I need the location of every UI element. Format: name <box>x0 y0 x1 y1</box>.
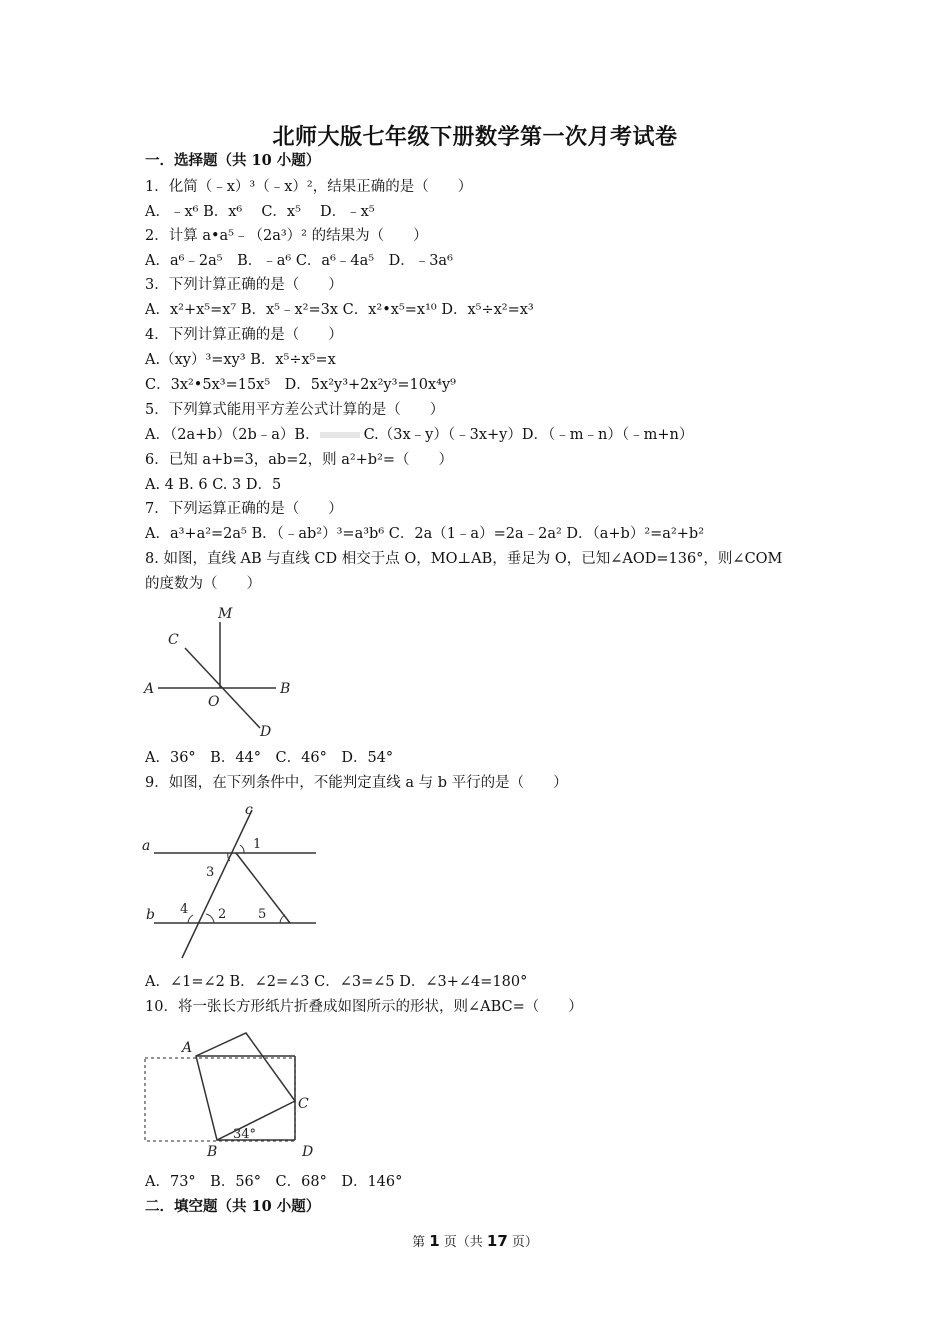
q2-options: A．a⁶﹣2a⁵ B．﹣a⁶ C．a⁶﹣4a⁵ D．﹣3a⁶ <box>145 253 453 269</box>
section-choice-heading: 一．选择题（共 10 小题） <box>145 152 321 169</box>
q3-stem: 3．下列计算正确的是（ ） <box>145 277 343 293</box>
label-a: a <box>142 838 151 854</box>
label-2: 2 <box>218 907 227 922</box>
q5-stem: 5．下列算式能用平方差公式计算的是（ ） <box>145 402 445 418</box>
footer-suffix: 页） <box>507 1235 538 1250</box>
q10-options: A．73° B．56° C．68° D．146° <box>145 1174 403 1190</box>
q5-options-a: A．（2a+b）（2b﹣a）B． <box>145 427 320 443</box>
label-5: 5 <box>258 907 267 922</box>
angle-34-label: 34° <box>233 1127 257 1142</box>
q1-stem: 1．化简（﹣x）³（﹣x）²，结果正确的是（ ） <box>145 179 473 195</box>
q8-figure <box>140 600 310 745</box>
q5-option-b-formula-image <box>320 429 360 441</box>
label-D: D <box>302 1144 314 1160</box>
q8-stem-b: 的度数为（ ） <box>145 576 261 592</box>
footer-middle: 页（共 <box>439 1235 487 1250</box>
label-1: 1 <box>253 837 262 852</box>
label-b: b <box>146 907 155 923</box>
q5-options-b: C.（3x﹣y）（﹣3x+y）D．（﹣m﹣n）（﹣m+n） <box>363 427 694 443</box>
label-O: O <box>208 694 220 710</box>
label-B: B <box>280 681 291 697</box>
q4-options-a: A.（xy）³=xy³ B．x⁵÷x⁵=x <box>145 352 336 368</box>
q9-figure <box>140 800 330 965</box>
q4-options-b: C．3x²•5x³=15x⁵ D．5x²y³+2x²y³=10x⁴y⁹ <box>145 377 456 393</box>
label-c: c <box>245 802 253 818</box>
q8-stem-a: 8. 如图，直线 AB 与直线 CD 相交于点 O，MO⊥AB，垂足为 O，已知∠AOD=136°，则∠COM <box>145 551 783 567</box>
q7-stem: 7．下列运算正确的是（ ） <box>145 501 343 517</box>
label-4: 4 <box>180 902 189 917</box>
page-footer <box>0 1231 950 1250</box>
label-D: D <box>260 724 272 740</box>
q1-options: A．﹣x⁶ B．x⁶ C．x⁵ D．﹣x⁵ <box>145 204 375 220</box>
section-fill-heading: 二．填空题（共 10 小题） <box>145 1198 321 1215</box>
q7-options: A．a³+a²=2a⁵ B．（﹣ab²）³=a³b⁶ C．2a（1﹣a）=2a﹣2a² D．（a+b）²=a²+b² <box>145 526 705 542</box>
q2-stem: 2．计算 a•a⁵﹣（2a³）² 的结果为（ ） <box>145 228 428 244</box>
page-title: 北师大版七年级下册数学第一次月考试卷 <box>272 124 678 150</box>
q5-options <box>145 425 693 445</box>
label-A: A <box>144 681 155 697</box>
label-C: C <box>168 632 179 648</box>
q6-options: A. 4 B. 6 C. 3 D．5 <box>145 477 282 493</box>
q10-figure <box>140 1028 325 1163</box>
label-A: A <box>182 1040 193 1056</box>
q9-options: A．∠1=∠2 B．∠2=∠3 C．∠3=∠5 D．∠3+∠4=180° <box>145 974 528 990</box>
label-C: C <box>298 1096 309 1112</box>
q6-stem: 6．已知 a+b=3，ab=2，则 a²+b²=（ ） <box>145 452 454 468</box>
q10-stem: 10．将一张长方形纸片折叠成如图所示的形状，则∠ABC=（ ） <box>145 999 583 1015</box>
q8-options: A．36° B．44° C．46° D．54° <box>145 750 394 766</box>
q9-stem: 9．如图，在下列条件中，不能判定直线 a 与 b 平行的是（ ） <box>145 775 568 791</box>
label-3: 3 <box>206 865 215 880</box>
label-M: M <box>218 606 233 622</box>
label-B: B <box>207 1144 218 1160</box>
q4-stem: 4．下列计算正确的是（ ） <box>145 327 343 343</box>
q3-options: A．x²+x⁵=x⁷ B．x⁵﹣x²=3x C．x²•x⁵=x¹⁰ D．x⁵÷x²=x³ <box>145 302 534 318</box>
footer-page-number: 1 <box>429 1232 440 1250</box>
footer-prefix: 第 <box>412 1235 430 1250</box>
footer-total-pages: 17 <box>486 1232 508 1250</box>
